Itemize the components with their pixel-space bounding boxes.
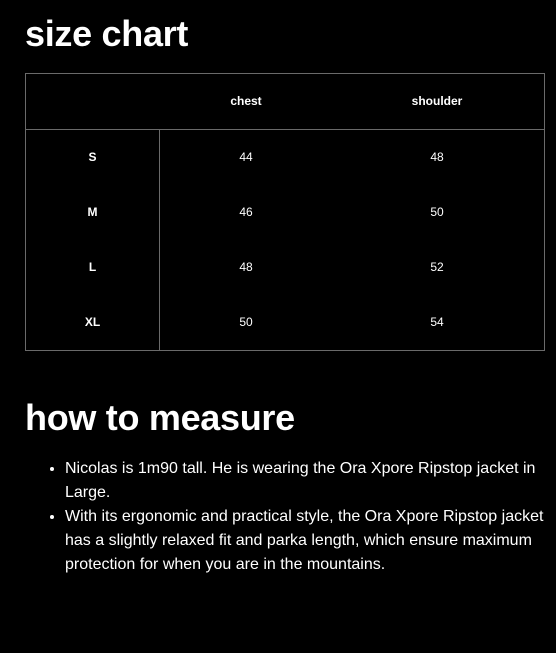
size-cell: XL: [84, 315, 101, 329]
size-chart-table: [25, 73, 545, 351]
table-row: [26, 185, 544, 240]
list-item: • With its ergonomic and practical style, the Ora Xpore Ripstop jacket has a slightly relaxed fit and parka length, which ensure maximum protection for when you are in the mountains.: [65, 505, 550, 577]
size-cell: S: [88, 150, 97, 164]
measure-list: [25, 457, 550, 577]
header-chest: chest: [230, 94, 262, 108]
shoulder-cell: 54: [430, 315, 444, 329]
size-cell: M: [87, 205, 98, 219]
chest-cell: 50: [239, 315, 253, 329]
chest-cell: 48: [239, 260, 253, 274]
shoulder-cell: 52: [430, 260, 444, 274]
table-header-row: [26, 74, 544, 130]
how-to-measure-title: how to measure: [25, 397, 295, 438]
shoulder-cell: 48: [430, 150, 444, 164]
table-row: [26, 240, 544, 295]
table-row: [26, 295, 544, 350]
shoulder-cell: 50: [430, 205, 444, 219]
list-item: • Nicolas is 1m90 tall. He is wearing the Ora Xpore Ripstop jacket in Large.: [65, 457, 550, 505]
header-shoulder: shoulder: [411, 94, 463, 108]
chest-cell: 46: [239, 205, 253, 219]
size-chart-title: size chart: [25, 13, 189, 54]
size-cell: L: [88, 260, 97, 274]
chest-cell: 44: [239, 150, 253, 164]
table-row: [26, 130, 544, 185]
